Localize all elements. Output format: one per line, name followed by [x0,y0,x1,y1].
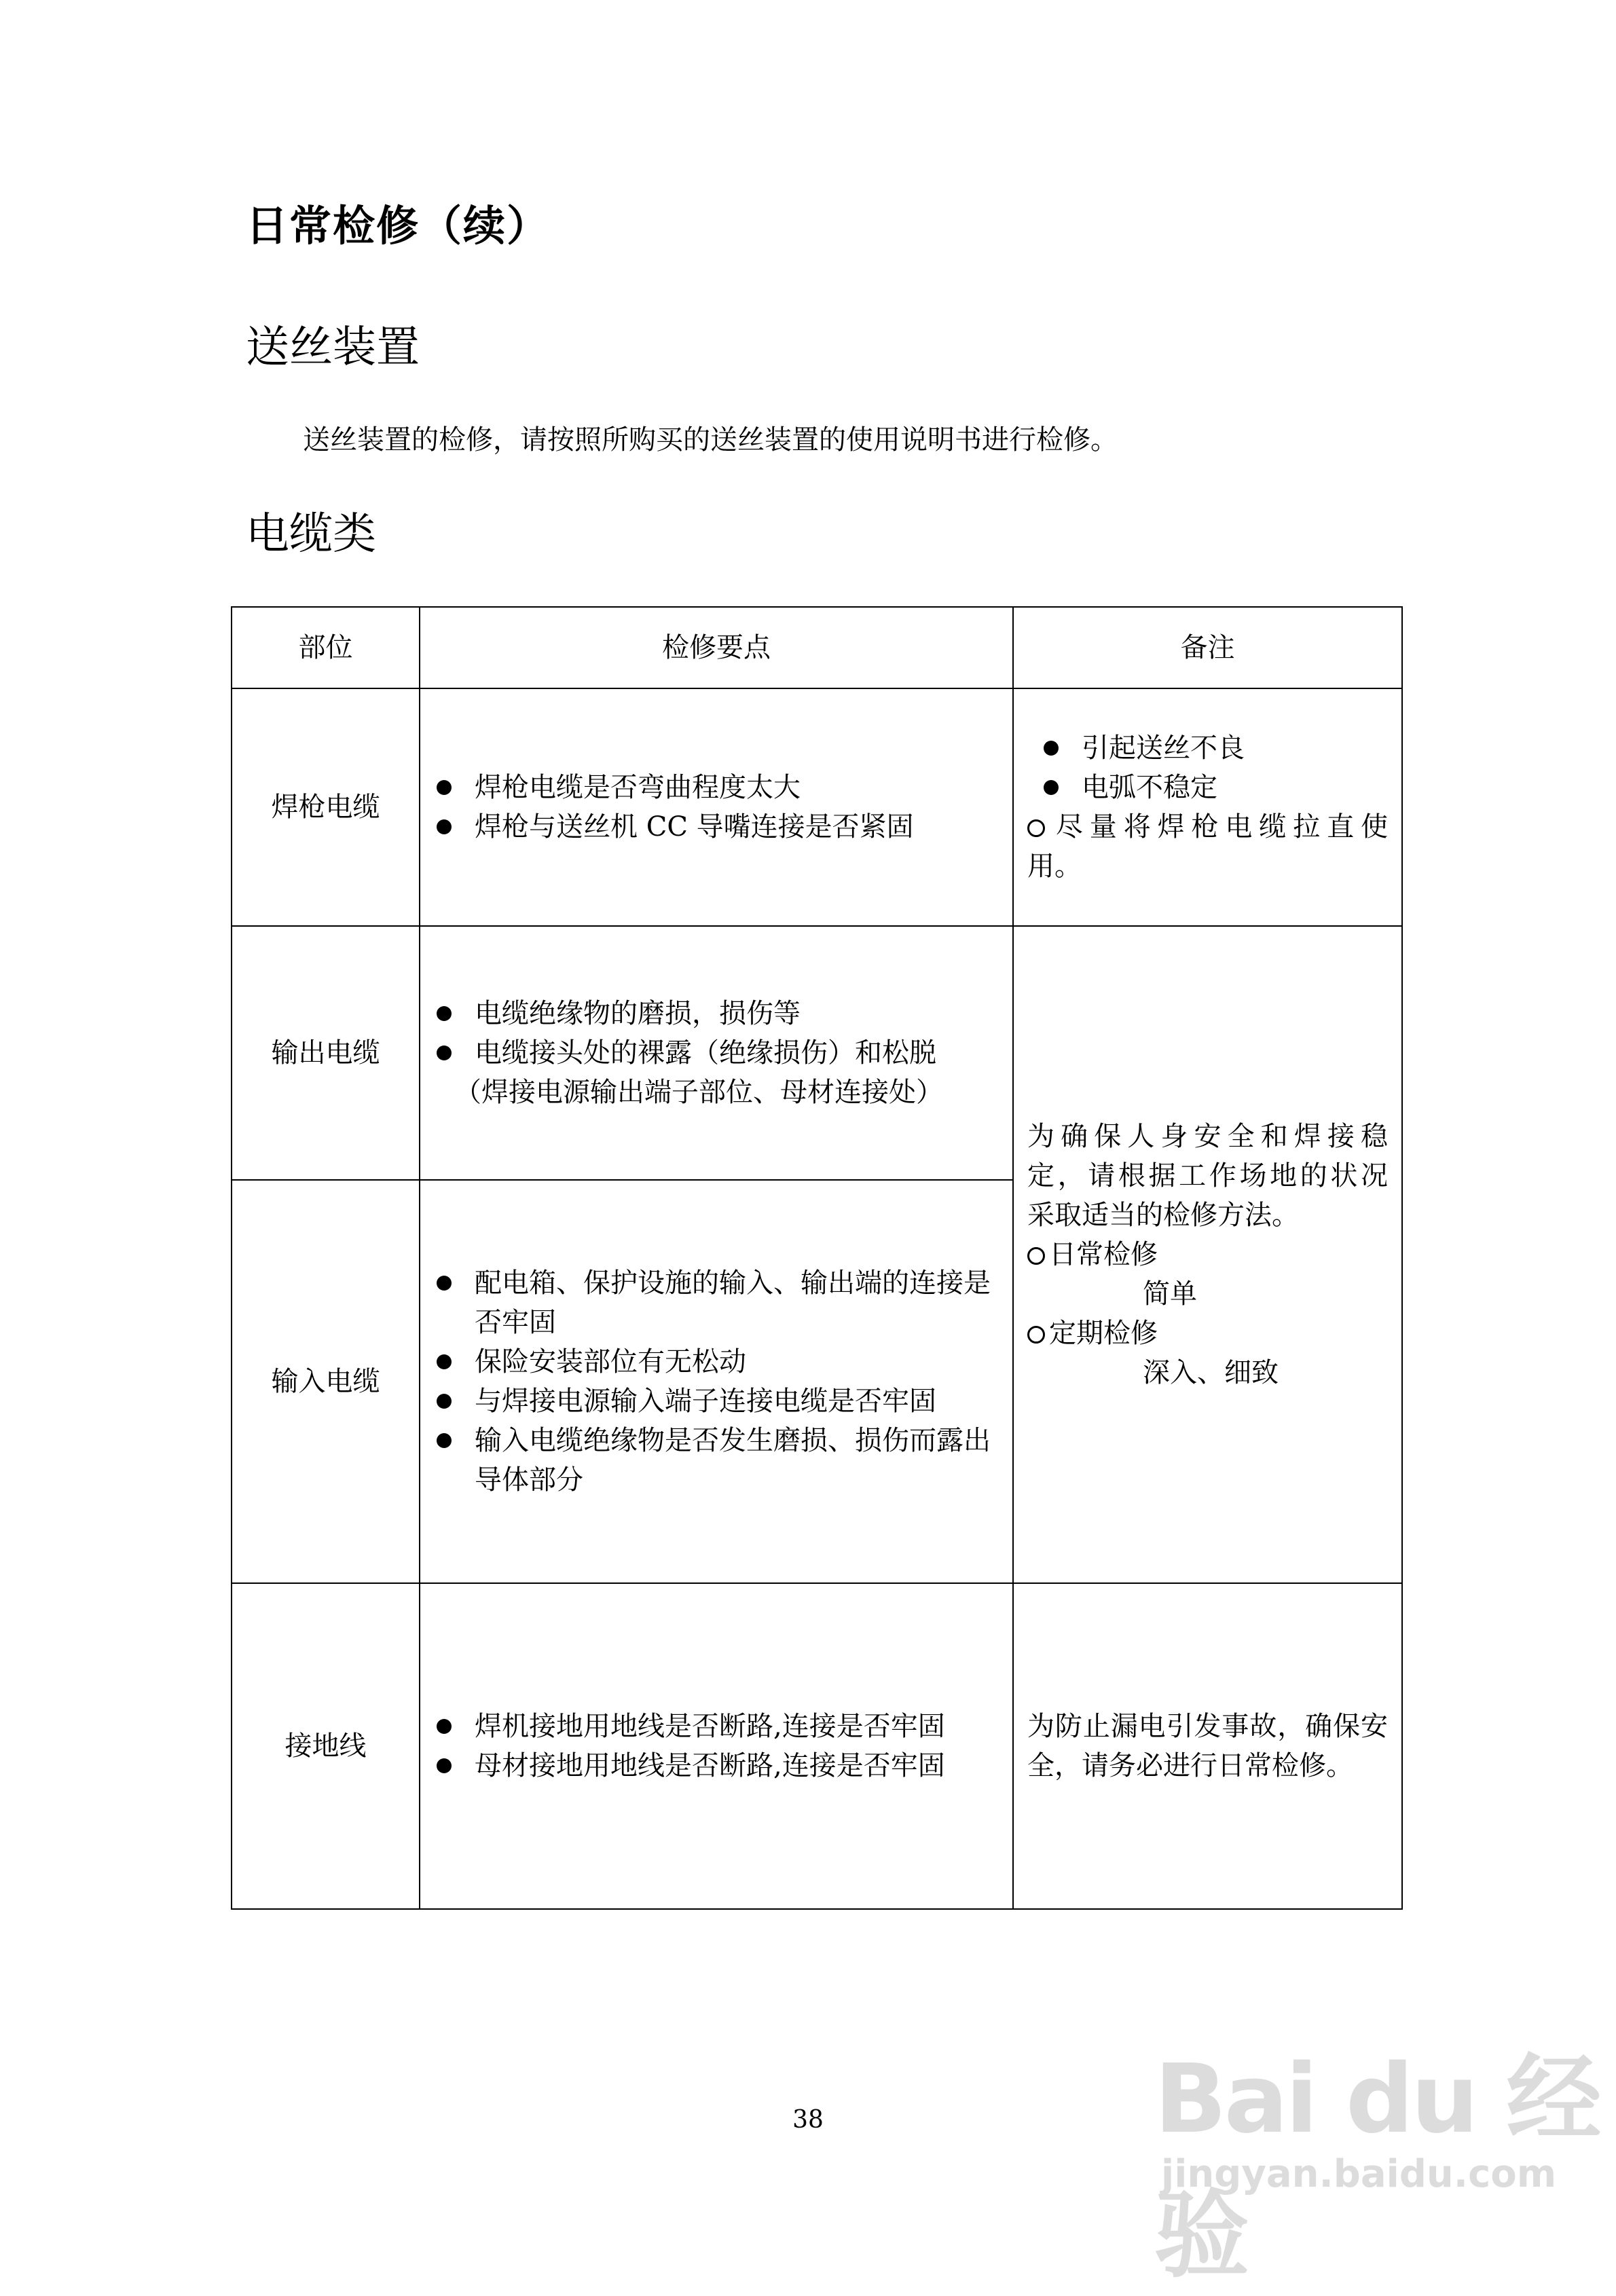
notes-ground-wire: 为防止漏电引发事故，确保安全，请务必进行日常检修。 [1027,1711,1388,1781]
merged-note-line-3: 采取适当的检修方法。 [1027,1200,1299,1231]
notes-torch-cable [1014,689,1401,925]
cable-inspection-table [231,606,1403,1910]
header-part: 部位 [298,632,353,663]
list-item: 引起送丝不良 [1027,728,1388,768]
daily-inspection-label: 日常检修 [1027,1235,1388,1274]
watermark-brand: Bai du 经验 [1154,2044,1599,2291]
list-item: 焊枪电缆是否弯曲程度太大 [420,768,1006,807]
list-item: 焊机接地用地线是否断路,连接是否牢固 [420,1707,1006,1746]
note-circle-line-end: 用。 [1027,851,1082,882]
list-item: 配电箱、保护设施的输入、输出端的连接是否牢固 [420,1263,1002,1342]
watermark-url: jingyan.baidu.com [1161,2152,1557,2196]
list-item: 电弧不稳定 [1027,768,1388,807]
circle-icon [1027,1326,1045,1344]
part-input-cable: 输入电缆 [271,1366,380,1397]
note-circle-line: 尽量将焊枪电缆拉直使 [1027,807,1388,847]
part-torch-cable: 焊枪电缆 [271,792,380,823]
part-output-cable: 输出电缆 [271,1037,380,1069]
list-item: 保险安装部位有无松动 [420,1342,1002,1382]
list-item: 电缆接头处的裸露（绝缘损伤）和松脱 [420,1033,1006,1073]
list-item: 电缆绝缘物的磨损，损伤等 [420,994,1006,1033]
list-item: 与焊接电源输入端子连接电缆是否牢固 [420,1382,1002,1421]
section-heading-cables: 电缆类 [246,509,376,559]
wire-feeder-paragraph: 送丝装置的检修，请按照所购买的送丝装置的使用说明书进行检修。 [303,424,1118,456]
points-ground-wire [420,1584,1012,1908]
merged-note-line-1: 为确保人身安全和焊接稳 [1027,1121,1388,1152]
periodic-inspection-desc: 深入、细致 [1143,1357,1279,1388]
points-torch-cable [420,689,1012,925]
list-item: 焊枪与送丝机 CC 导嘴连接是否紧固 [420,807,1006,847]
merged-note-line-2: 定，请根据工作场地的状况 [1027,1160,1388,1191]
notes-output-input-merged [1014,927,1401,1582]
circle-icon [1027,819,1045,837]
part-ground-wire: 接地线 [284,1730,367,1762]
points-extra: （焊接电源输出端子部位、母材连接处） [454,1077,943,1108]
list-item: 输入电缆绝缘物是否发生磨损、损伤而露出导体部分 [420,1421,1002,1500]
points-output-cable [420,927,1012,1179]
periodic-inspection-label: 定期检修 [1027,1314,1388,1353]
page-number: 38 [792,2106,824,2134]
section-heading-wire-feeder: 送丝装置 [246,322,420,373]
header-points: 检修要点 [662,632,771,663]
header-notes: 备注 [1180,632,1235,663]
list-item: 母材接地用地线是否断路,连接是否牢固 [420,1746,1006,1785]
page-title: 日常检修（续） [246,201,551,251]
circle-icon [1027,1247,1045,1265]
daily-inspection-desc: 简单 [1143,1278,1197,1310]
watermark [1154,2023,1602,2291]
points-input-cable [420,1181,1012,1582]
